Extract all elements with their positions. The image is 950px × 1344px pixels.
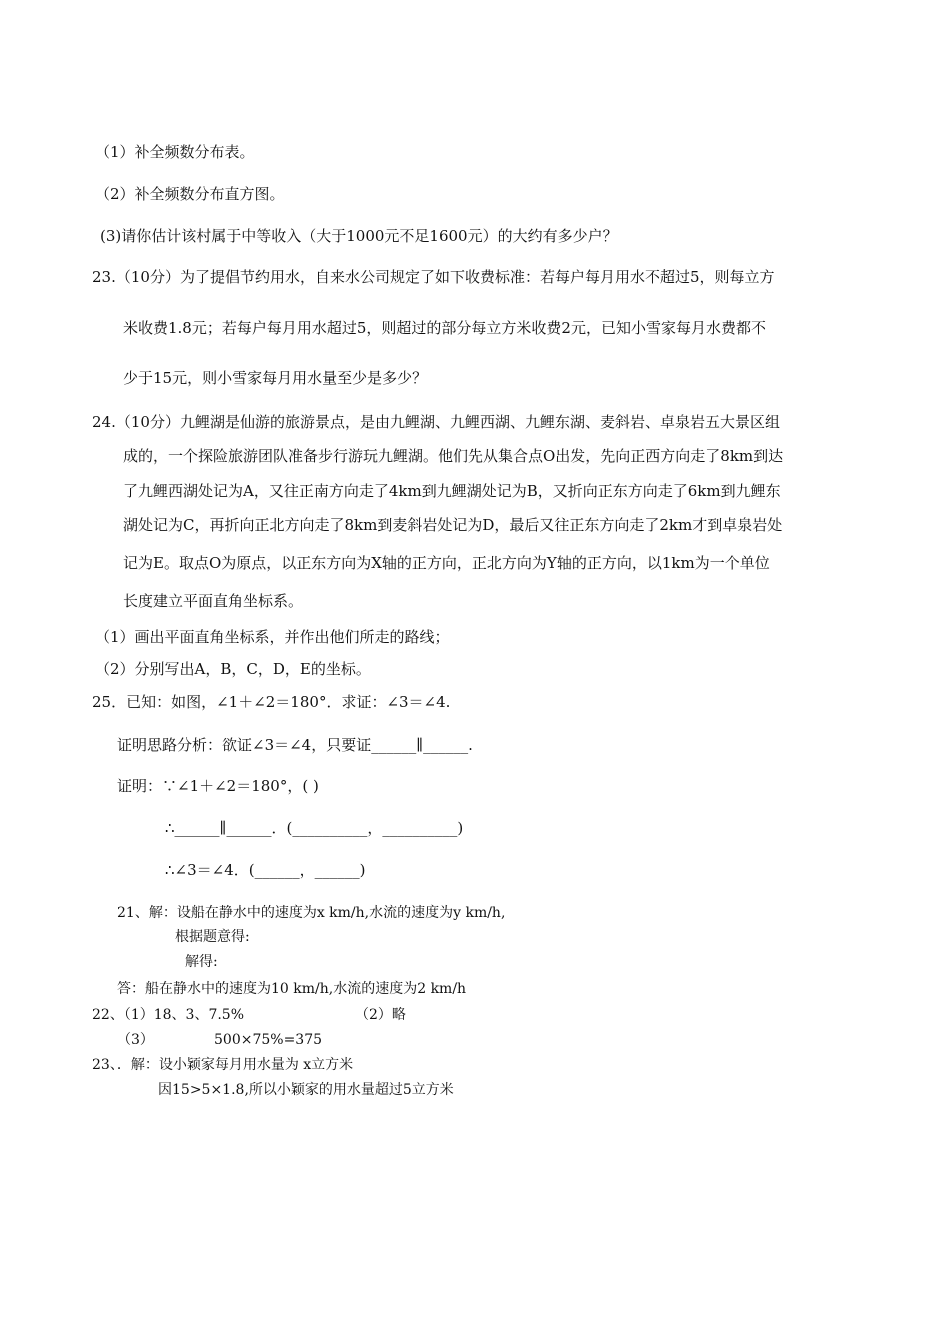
q23-line-2: 米收费1.8元；若每户每月用水超过5，则超过的部分每立方米收费2元，已知小雪家每月水费都不: [123, 319, 766, 337]
answer-22-line-1: 22、（1）18、3、7.5%: [92, 1007, 245, 1023]
answer-21-line-3: 解得:: [185, 954, 218, 970]
answer-22-line-2: （3）: [117, 1032, 154, 1048]
q25-proof-2: ∴______∥______．(__________，__________): [165, 819, 464, 837]
answer-21-line-4: 答：船在静水中的速度为10 km/h,水流的速度为2 km/h: [117, 981, 467, 997]
answer-23-line-2: 因15>5×1.8,所以小颖家的用水量超过5立方米: [158, 1082, 454, 1098]
q25-analysis: 证明思路分析：欲证∠3＝∠4，只要证______∥______.: [117, 736, 473, 754]
q25-proof-1: 证明：∵∠1＋∠2＝180°，( ): [117, 777, 319, 795]
answer-22-line-1b: （2）略: [355, 1007, 406, 1023]
q23-line-1: 23.（10分）为了提倡节约用水，自来水公司规定了如下收费标准：若每户每月用水不超过5，则每立方: [92, 268, 775, 286]
q24-line-2: 成的，一个探险旅游团队准备步行游玩九鲤湖。他们先从集合点O出发，先向正西方向走了8km到达: [123, 447, 784, 465]
answer-23-line-1: 23、．解：设小颖家每月用水量为 x立方米: [92, 1057, 354, 1073]
answer-21-line-1: 21、解：设船在静水中的速度为x km/h,水流的速度为y km/h,: [117, 905, 506, 921]
q24-line-3: 了九鲤西湖处记为A，又往正南方向走了4km到九鲤湖处记为B，又折向正东方向走了6km到九鲤东: [123, 482, 781, 500]
q24-line-1: 24.（10分）九鲤湖是仙游的旅游景点，是由九鲤湖、九鲤西湖、九鲤东湖、麦斜岩、卓泉岩五大景区组: [92, 413, 780, 431]
answer-21-line-2: 根据题意得:: [175, 929, 250, 945]
q24-line-6: 长度建立平面直角坐标系。: [123, 592, 304, 610]
q24-part-2: （2）分别写出A，B，C，D，E的坐标。: [95, 660, 371, 678]
q25-proof-3: ∴∠3＝∠4．(______，______): [165, 861, 366, 879]
q22-part-1: （1）补全频数分布表。: [95, 143, 255, 161]
q22-part-3: (3)请你估计该村属于中等收入（大于1000元不足1600元）的大约有多少户？: [100, 227, 618, 245]
q24-part-1: （1）画出平面直角坐标系，并作出他们所走的路线；: [95, 628, 450, 646]
q24-line-4: 湖处记为C，再折向正北方向走了8km到麦斜岩处记为D，最后又往正东方向走了2km才到卓泉岩处: [123, 516, 783, 534]
answer-22-line-2b: 500×75%=375: [214, 1032, 323, 1048]
q24-line-5: 记为E。取点O为原点，以正东方向为X轴的正方向，正北方向为Y轴的正方向，以1km为一个单位: [123, 554, 770, 572]
q25-statement: 25．已知：如图，∠1＋∠2＝180°．求证：∠3＝∠4.: [92, 693, 451, 711]
q23-line-3: 少于15元，则小雪家每月用水量至少是多少？: [123, 369, 428, 387]
q22-part-2: （2）补全频数分布直方图。: [95, 185, 285, 203]
